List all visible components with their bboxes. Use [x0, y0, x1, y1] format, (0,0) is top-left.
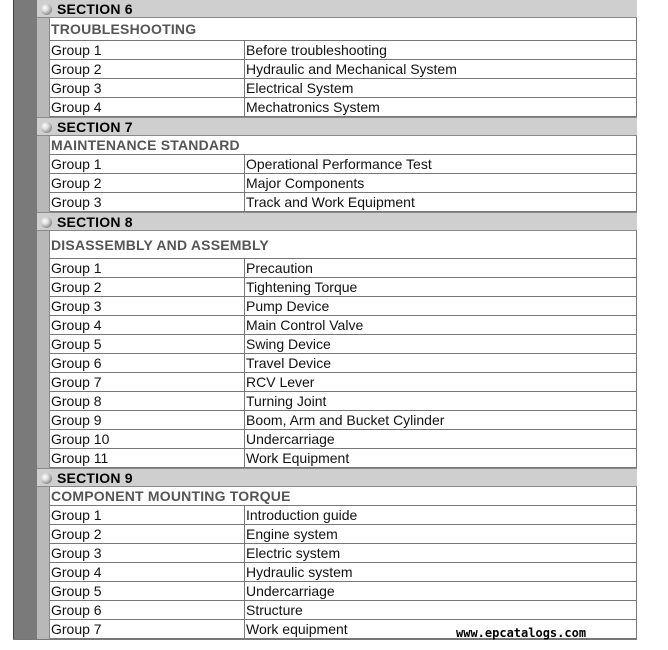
section-label: SECTION 6	[57, 1, 133, 17]
group-name: Precaution	[245, 259, 637, 278]
table-row	[50, 98, 636, 117]
group-number: Group 11	[50, 449, 245, 468]
group-number: Group 5	[50, 335, 245, 354]
group-name: Electric system	[245, 544, 637, 563]
group-number: Group 4	[50, 98, 245, 117]
table-row	[50, 525, 636, 544]
section-label: SECTION 9	[57, 470, 133, 486]
group-number: Group 5	[50, 582, 245, 601]
section-gutter	[37, 487, 50, 639]
bullet-ball-icon	[41, 122, 52, 133]
table-row	[50, 544, 636, 563]
table-row	[50, 60, 636, 79]
group-name: Mechatronics System	[245, 98, 637, 117]
group-number: Group 3	[50, 544, 245, 563]
group-name: Turning Joint	[245, 392, 637, 411]
table-row	[50, 316, 636, 335]
section-label: SECTION 7	[57, 119, 133, 135]
table-row	[50, 155, 636, 174]
section-body	[37, 487, 637, 639]
table-row	[50, 373, 636, 392]
table-row	[50, 392, 636, 411]
table-row	[50, 174, 636, 193]
bullet-ball-icon	[41, 473, 52, 484]
section-gutter	[37, 136, 50, 212]
group-name: Hydraulic and Mechanical System	[245, 60, 637, 79]
group-table	[50, 506, 636, 639]
table-row	[50, 297, 636, 316]
section-header	[37, 468, 637, 487]
group-name: Hydraulic system	[245, 563, 637, 582]
table-row	[50, 601, 636, 620]
group-table	[50, 155, 636, 212]
table-row	[50, 259, 636, 278]
section-body	[37, 231, 637, 468]
group-name: Before troubleshooting	[245, 41, 637, 60]
group-number: Group 2	[50, 174, 245, 193]
group-name: Structure	[245, 601, 637, 620]
table-row	[50, 563, 636, 582]
group-number: Group 3	[50, 193, 245, 212]
group-name: Work equipment	[245, 620, 637, 639]
section-header	[37, 212, 637, 231]
section-content	[50, 136, 637, 212]
group-table	[50, 41, 636, 117]
group-name: Main Control Valve	[245, 316, 637, 335]
section-title: TROUBLESHOOTING	[50, 18, 636, 41]
group-number: Group 1	[50, 506, 245, 525]
group-number: Group 4	[50, 316, 245, 335]
group-name: Introduction guide	[245, 506, 637, 525]
group-number: Group 3	[50, 79, 245, 98]
group-name: Work Equipment	[245, 449, 637, 468]
left-sidebar-bar	[13, 0, 38, 640]
table-row	[50, 506, 636, 525]
watermark: www.epcatalogs.com	[456, 626, 587, 640]
group-number: Group 2	[50, 525, 245, 544]
group-number: Group 1	[50, 259, 245, 278]
bullet-ball-icon	[41, 217, 52, 228]
section-content	[50, 487, 637, 639]
section-header	[37, 0, 637, 18]
table-row	[50, 278, 636, 297]
group-number: Group 2	[50, 278, 245, 297]
group-name: RCV Lever	[245, 373, 637, 392]
table-row	[50, 193, 636, 212]
group-number: Group 6	[50, 354, 245, 373]
group-number: Group 6	[50, 601, 245, 620]
table-row	[50, 354, 636, 373]
section-gutter	[37, 18, 50, 117]
group-name: Boom, Arm and Bucket Cylinder	[245, 411, 637, 430]
group-number: Group 10	[50, 430, 245, 449]
section-content	[50, 231, 637, 468]
group-name: Undercarriage	[245, 430, 637, 449]
table-row	[50, 41, 636, 60]
section-gutter	[37, 231, 50, 468]
table-row	[50, 449, 636, 468]
table-row	[50, 411, 636, 430]
group-number: Group 2	[50, 60, 245, 79]
section-body	[37, 136, 637, 212]
section-content	[50, 18, 637, 117]
section-title: COMPONENT MOUNTING TORQUE	[50, 487, 636, 506]
group-name: Travel Device	[245, 354, 637, 373]
group-name: Operational Performance Test	[245, 155, 637, 174]
group-number: Group 8	[50, 392, 245, 411]
group-number: Group 1	[50, 155, 245, 174]
group-name: Major Components	[245, 174, 637, 193]
group-number: Group 3	[50, 297, 245, 316]
group-number: Group 7	[50, 373, 245, 392]
table-row	[50, 582, 636, 601]
table-row	[50, 430, 636, 449]
group-number: Group 7	[50, 620, 245, 639]
contents-table	[37, 0, 637, 639]
bullet-ball-icon	[41, 4, 52, 15]
table-row	[50, 335, 636, 354]
section-title: DISASSEMBLY AND ASSEMBLY	[50, 231, 636, 259]
group-number: Group 4	[50, 563, 245, 582]
table-row	[50, 79, 636, 98]
group-number: Group 1	[50, 41, 245, 60]
group-name: Engine system	[245, 525, 637, 544]
section-body	[37, 18, 637, 117]
group-table	[50, 259, 636, 468]
section-header	[37, 117, 637, 136]
group-name: Pump Device	[245, 297, 637, 316]
section-title: MAINTENANCE STANDARD	[50, 136, 636, 155]
group-name: Swing Device	[245, 335, 637, 354]
section-label: SECTION 8	[57, 214, 133, 230]
group-name: Tightening Torque	[245, 278, 637, 297]
group-name: Undercarriage	[245, 582, 637, 601]
group-name: Electrical System	[245, 79, 637, 98]
group-number: Group 9	[50, 411, 245, 430]
group-name: Track and Work Equipment	[245, 193, 637, 212]
